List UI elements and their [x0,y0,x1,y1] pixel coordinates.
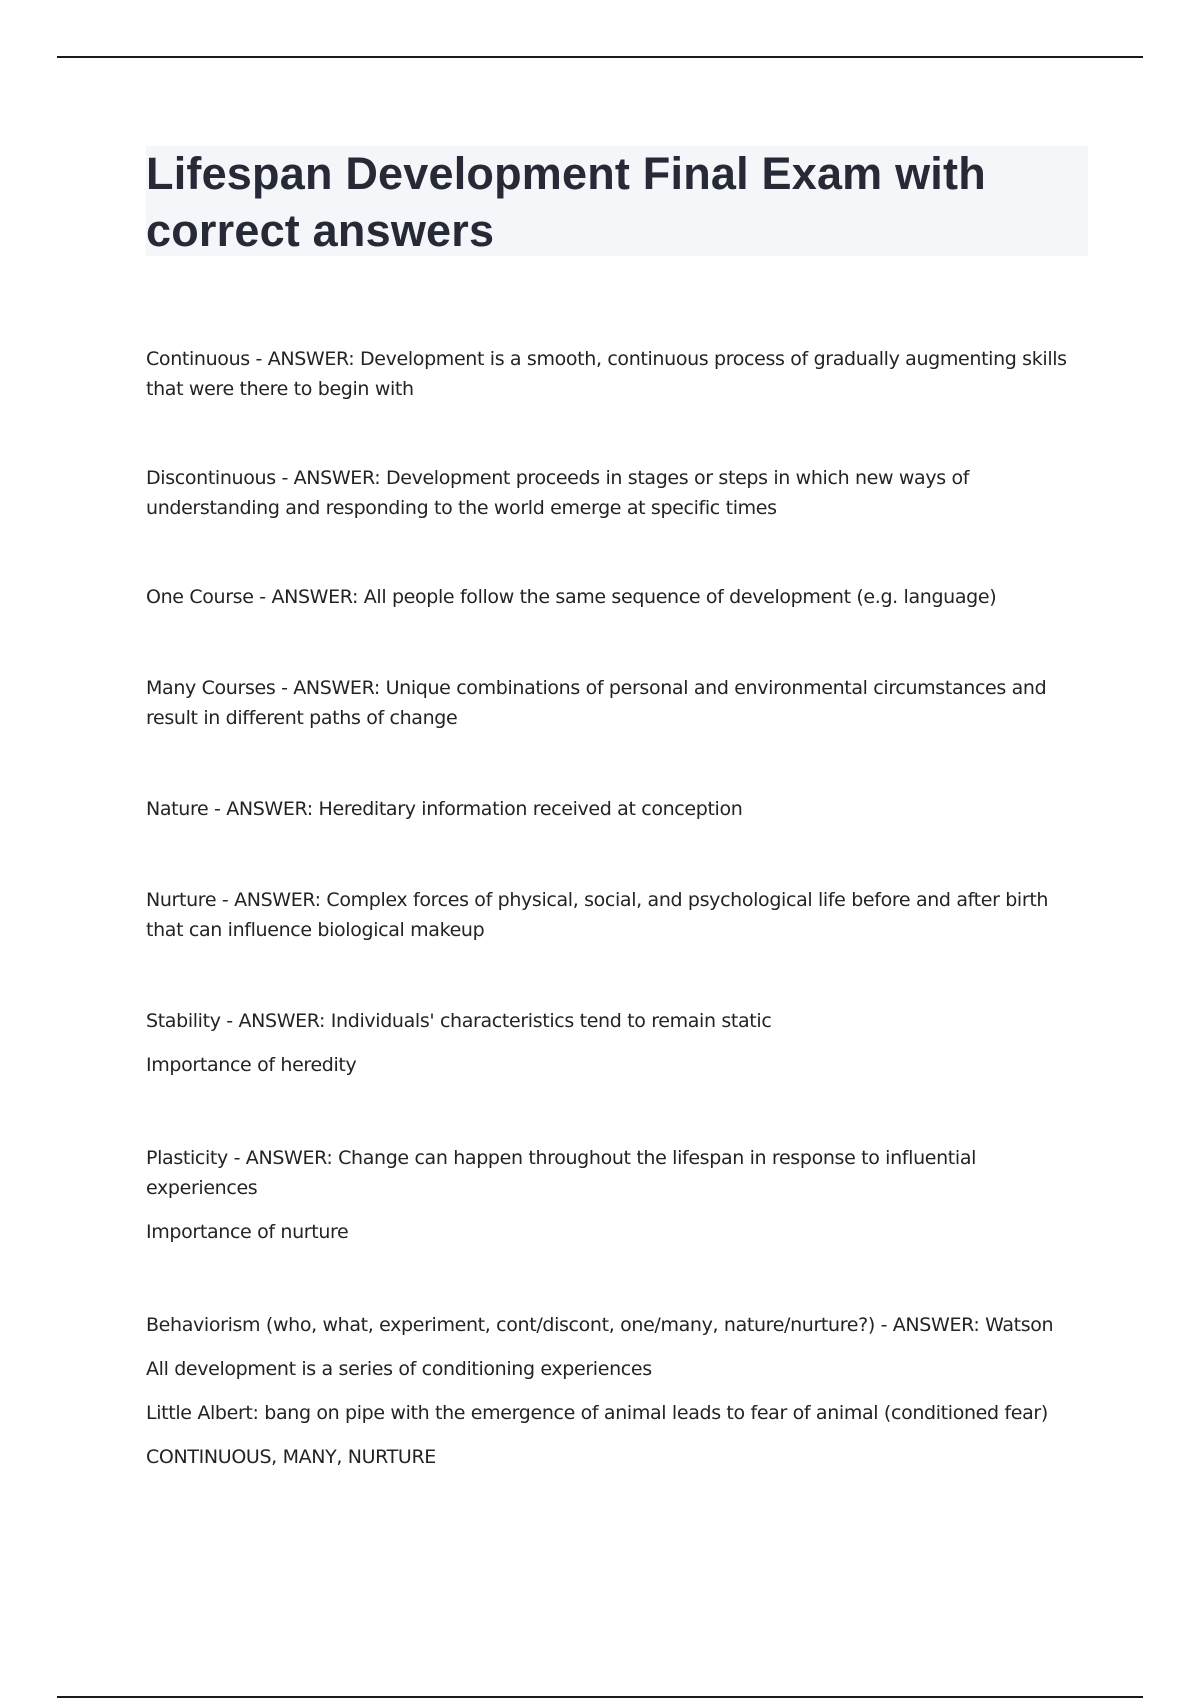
qa-text: Plasticity - ANSWER: Change can happen throughout the lifespan in response to influential experiences [146,1147,977,1199]
top-rule [57,56,1143,58]
qa-entry-stability [146,1006,1086,1080]
qa-text: Many Courses - ANSWER: Unique combinations of personal and environmental circumstances and result in different paths of change [146,677,1047,729]
qa-note: Importance of heredity [146,1054,357,1076]
document-body [146,344,1086,1472]
qa-entry-one-course [146,582,1086,612]
qa-note: Importance of nurture [146,1221,349,1243]
qa-entry-behaviorism [146,1310,1086,1472]
qa-entry-discontinuous [146,463,1086,523]
qa-text: Nurture - ANSWER: Complex forces of physical, social, and psychological life before and after birth that can influence biological makeup [146,889,1049,941]
qa-note: CONTINUOUS, MANY, NURTURE [146,1446,436,1468]
qa-entry-many-courses [146,673,1086,733]
qa-entry-nurture [146,885,1086,945]
qa-text: Behaviorism (who, what, experiment, cont/discont, one/many, nature/nurture?) - ANSWER: Watson [146,1314,1054,1336]
qa-text: Stability - ANSWER: Individuals' characteristics tend to remain static [146,1010,772,1032]
qa-text: One Course - ANSWER: All people follow the same sequence of development (e.g. language) [146,586,997,608]
bottom-rule [57,1696,1143,1698]
qa-text: Continuous - ANSWER: Development is a smooth, continuous process of gradually augmenting skills that were there to begin with [146,348,1067,400]
qa-entry-plasticity [146,1143,1086,1247]
qa-entry-continuous [146,344,1086,404]
qa-note: Little Albert: bang on pipe with the emergence of animal leads to fear of animal (conditioned fear) [146,1402,1048,1424]
qa-note: All development is a series of conditioning experiences [146,1358,652,1380]
qa-entry-nature [146,794,1086,824]
document-title: Lifespan Development Final Exam with correct answers [146,148,986,256]
qa-text: Nature - ANSWER: Hereditary information received at conception [146,798,743,820]
qa-text: Discontinuous - ANSWER: Development proceeds in stages or steps in which new ways of understanding and responding to the world emerge at specific times [146,467,970,519]
